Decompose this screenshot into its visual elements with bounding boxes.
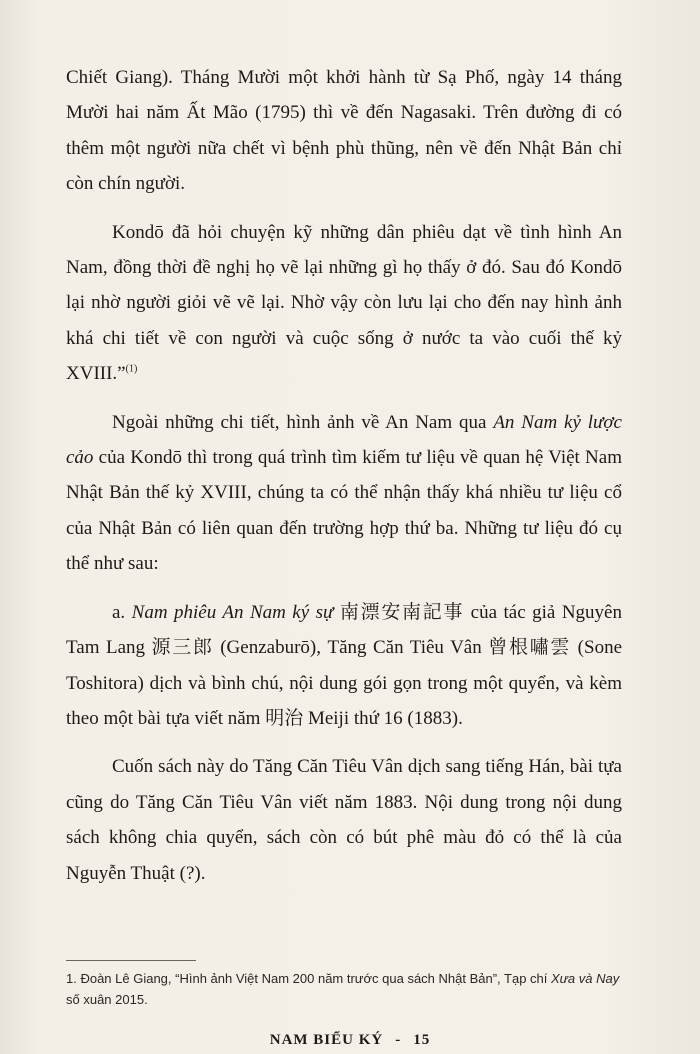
paragraph-5-text: Cuốn sách này do Tăng Căn Tiêu Vân dịch sang tiếng Hán, bài tựa cũng do Tăng Căn Tiêu Vân viết năm 1883. Nội dung trong nội dung sách không chia quyển, sách còn có bút phê màu đỏ có thể là của Nguyễn Thuật (?). (66, 756, 622, 884)
paragraph-5 (66, 749, 622, 891)
page-number: 15 (413, 1032, 431, 1048)
list-marker: a. (112, 601, 132, 623)
footnote-divider (66, 960, 196, 961)
paragraph-3-text-b: của Kondō thì trong quá trình tìm kiếm tư liệu về quan hệ Việt Nam Nhật Bản thế kỷ XVIII, chúng ta có thể nhận thấy khá nhiều tư liệu cổ của Nhật Bản có liên quan đến trường hợp thứ ba. Những tư liệu đó cụ thể như sau: (66, 447, 622, 575)
paragraph-1-text: Chiết Giang). Tháng Mười một khởi hành từ Sạ Phố, ngày 14 tháng Mười hai năm Ất Mão (1795) thì về đến Nagasaki. Trên đường đi có thêm một người nữa chết vì bệnh phù thũng, nên về đến Nhật Bản chỉ còn chín người. (66, 67, 622, 195)
running-title: NAM BIỂU KÝ (269, 1032, 384, 1048)
body-text (66, 60, 622, 904)
paragraph-2 (66, 215, 622, 392)
book-title-an-nam: An Nam kỷ lược cảo (66, 411, 622, 469)
journal-title: Xưa và Nay (551, 971, 620, 986)
footer-separator: - (395, 1032, 402, 1048)
paragraph-4 (66, 595, 622, 737)
footnote (66, 968, 622, 1010)
paragraph-2-text: Kondō đã hỏi chuyện kỹ những dân phiêu dạt về tình hình An Nam, đồng thời đề nghị họ vẽ lại những gì họ thấy ở đó. Sau đó Kondō lại nhờ người giỏi vẽ vẽ lại. Nhờ vậy còn lưu lại cho đến nay hình ảnh khá chi tiết về con người và cuộc sống ở nước ta vào cuối thế kỷ XVIII.” (66, 221, 622, 385)
paragraph-1 (66, 60, 622, 202)
page-footer (0, 1032, 700, 1049)
footnote-text-a: 1. Đoàn Lê Giang, “Hình ảnh Việt Nam 200 năm trước qua sách Nhật Bản”, Tạp chí (66, 971, 552, 986)
paragraph-4-text: 南漂安南記事 của tác giả Nguyên Tam Lang 源三郎 (Genzaburō), Tăng Căn Tiêu Vân 曾根嘯雲 (Sone Toshitora) dịch và bình chú, nội dung gói gọn trong một quyển, và kèm theo một bài tựa viết năm 明治 Meiji thứ 16 (1883). (66, 601, 622, 729)
paragraph-3 (66, 405, 622, 582)
book-title-nam-phieu: Nam phiêu An Nam ký sự (131, 601, 334, 623)
footnote-ref: (1) (125, 363, 138, 375)
paragraph-3-text-a: Ngoài những chi tiết, hình ảnh về An Nam qua (112, 411, 494, 433)
footnote-text-b: số xuân 2015. (66, 992, 148, 1007)
